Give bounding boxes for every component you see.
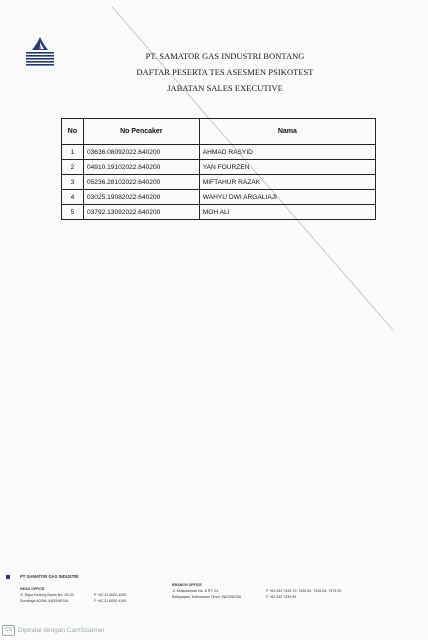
position-title: JABATAN SALES EXECUTIVE (167, 84, 283, 93)
row-nama: YAN FOURZEN (199, 160, 375, 175)
participant-table (61, 118, 376, 220)
branch-office-fax: F +62 542 7435 89 (266, 595, 297, 599)
row-nama: WAHYU DWI ARGALIAJI (199, 190, 375, 205)
head-office-contact (94, 592, 126, 604)
table-row (62, 160, 376, 175)
row-nama: MIFTAHUR RAZAK (199, 175, 375, 190)
row-nama: MOH ALI (199, 205, 375, 220)
row-number: 2 (62, 160, 84, 175)
camscanner-icon: CS (2, 625, 15, 636)
camscanner-watermark (0, 624, 180, 636)
head-office-fax: F +62 31 8000 4100 (94, 599, 127, 603)
camscanner-text: Dipindai dengan CamScanner (18, 626, 105, 634)
row-number: 4 (62, 190, 84, 205)
head-office-address-line2: Surabaya 60298, INDONESIA (20, 599, 69, 603)
branch-office-phone: P +62 542 7435 70, 7435 82, 7435 84, 7475 93 (266, 589, 342, 593)
head-office-phone: P +62 31 8000 4000 (94, 593, 127, 597)
row-nama: AHMAD RASYID (199, 145, 375, 160)
table-row (62, 145, 376, 160)
branch-office-address-line2: Balikpapan, Kalimantan Timur, INDONESIA (172, 595, 242, 599)
header-nama: Nama (199, 119, 375, 145)
branch-office-contact (266, 588, 341, 600)
company-name: PT. SAMATOR GAS INDUSTRI BONTANG (145, 52, 305, 61)
head-office-title: HEAD OFFICE (20, 587, 45, 591)
row-no-pencaker: 05236.28102022.640200 (83, 175, 199, 190)
row-no-pencaker: 03792.13092022.640200 (83, 205, 199, 220)
row-no-pencaker: 03636.08092022.640200 (83, 145, 199, 160)
document-title: DAFTAR PESERTA TES ASESMEN PSIKOTEST (136, 68, 314, 77)
row-no-pencaker: 04910.19102022.640200 (83, 160, 199, 175)
samator-logo (23, 36, 57, 68)
table-row (62, 205, 376, 220)
branch-office-block (172, 582, 241, 600)
head-office-address-line1: Jl. Raya Kedung Baruk No. 25-29 (20, 593, 74, 597)
row-number: 5 (62, 205, 84, 220)
branch-office-address-line1: Jl. Mulawarman No. 6 RT. 24 (172, 589, 219, 593)
table-row (62, 175, 376, 190)
row-no-pencaker: 03025.19082022.640200 (83, 190, 199, 205)
table-header-row (62, 119, 376, 145)
header-no: No (62, 119, 84, 145)
footer-company-name: PT SAMATOR GAS INDUSTRI (20, 574, 79, 579)
footer-logo-mark (6, 575, 10, 579)
table-row (62, 190, 376, 205)
header-no-pencaker: No Pencaker (83, 119, 199, 145)
row-number: 1 (62, 145, 84, 160)
row-number: 3 (62, 175, 84, 190)
letterhead-footer (0, 572, 428, 622)
head-office-block (20, 586, 74, 604)
branch-office-title: BRANCH OFFICE (172, 583, 202, 587)
